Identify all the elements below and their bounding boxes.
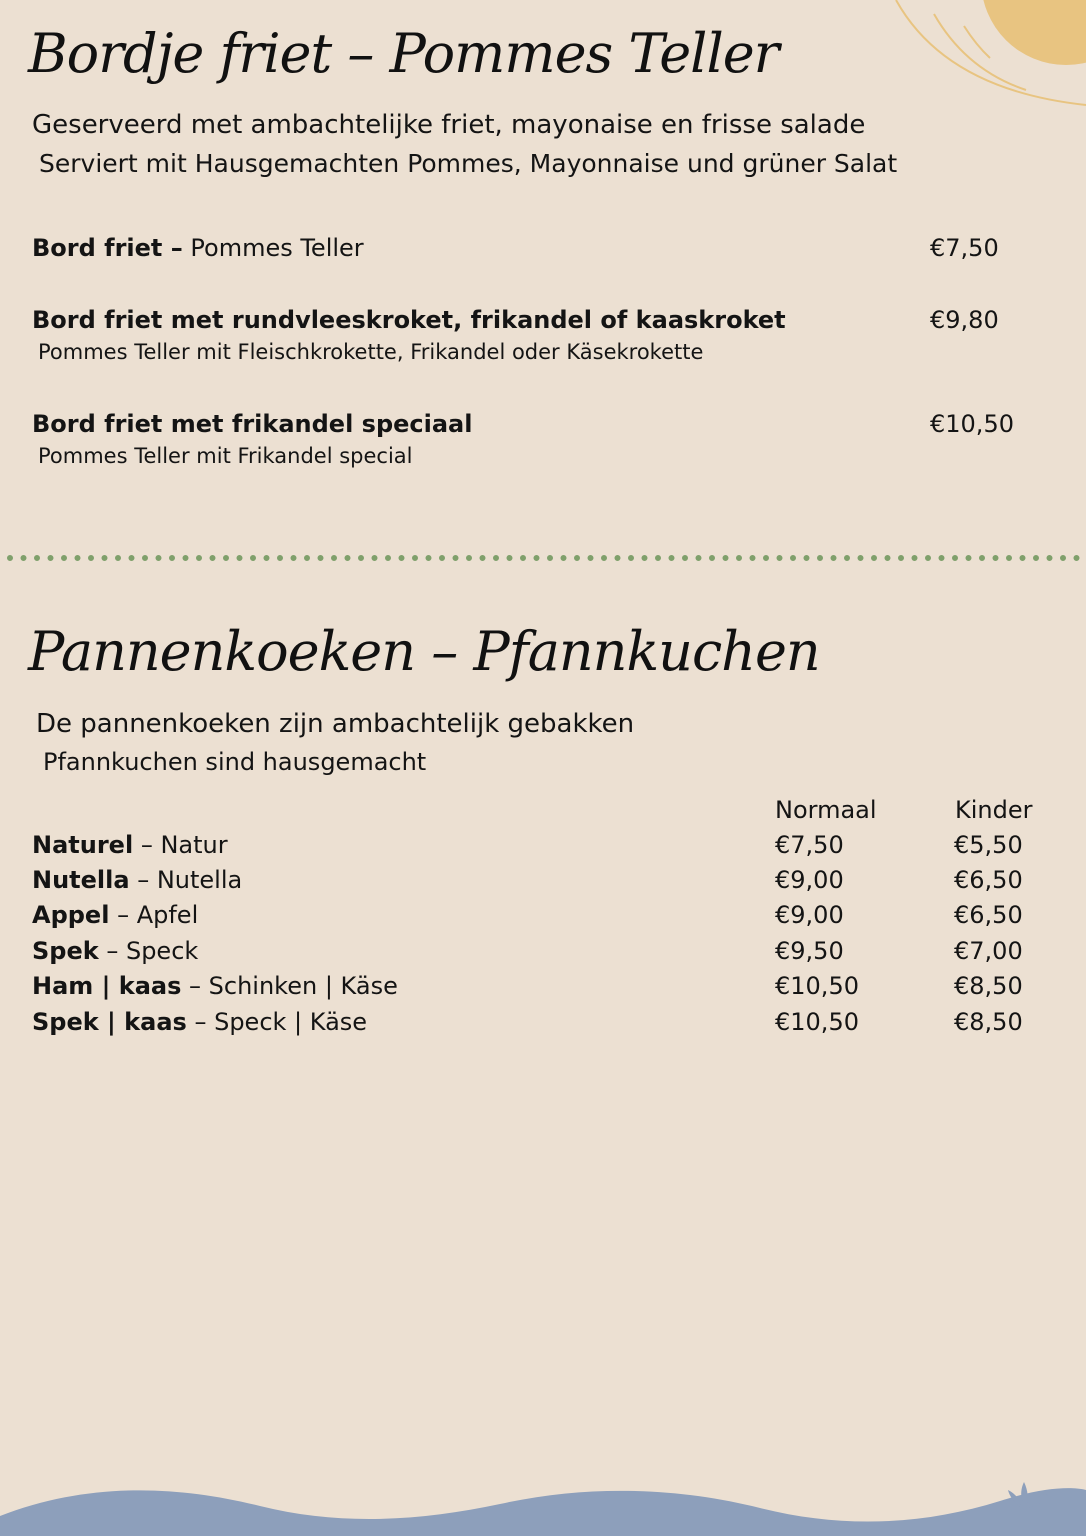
- pancake-price-normaal: €7,50: [775, 831, 844, 859]
- pancake-price-normaal: €10,50: [775, 1008, 859, 1036]
- pancake-name-rest: – Speck | Käse: [186, 1008, 368, 1036]
- pancake-price-kinder: €6,50: [954, 866, 1023, 894]
- splash-icon: [1006, 1478, 1050, 1512]
- pancake-name: [32, 901, 198, 929]
- pancake-name-bold: Nutella: [32, 866, 130, 894]
- pancake-price-kinder: €8,50: [954, 972, 1023, 1000]
- pancake-row: [32, 866, 1072, 900]
- pancake-name-rest: – Nutella: [129, 866, 243, 894]
- pancake-price-kinder: €8,50: [954, 1008, 1023, 1036]
- bottom-wave: [0, 1466, 1086, 1536]
- friet-item-3-name-bold: Bord friet met frikandel speciaal: [32, 410, 473, 438]
- pancake-name-rest: – Natur: [133, 831, 228, 859]
- friet-intro-de: Serviert mit Hausgemachten Pommes, Mayonnaise und grüner Salat: [39, 149, 898, 178]
- friet-item-1-price: €7,50: [930, 234, 999, 262]
- pancake-row: [32, 901, 1072, 935]
- pancake-name-rest: – Speck: [98, 937, 199, 965]
- pancake-name: [32, 831, 228, 859]
- pancake-name: [32, 866, 242, 894]
- pannenkoeken-section-title: Pannenkoeken – Pfannkuchen: [28, 620, 820, 683]
- pancake-name-bold: Ham | kaas: [32, 972, 182, 1000]
- pancake-name: [32, 937, 198, 965]
- pancake-name-bold: Naturel: [32, 831, 134, 859]
- pancake-price-kinder: €6,50: [954, 901, 1023, 929]
- friet-item-3-price: €10,50: [930, 410, 1014, 438]
- friet-item-3-name: [32, 410, 472, 438]
- friet-item-2-name-bold: Bord friet met rundvleeskroket, frikandel of kaaskroket: [32, 306, 786, 334]
- pancake-row: [32, 1008, 1072, 1042]
- friet-item-1-name: [32, 234, 364, 262]
- friet-section-title: Bordje friet – Pommes Teller: [28, 22, 779, 85]
- friet-item-1-name-bold: Bord friet –: [32, 234, 183, 262]
- column-header-kinder: Kinder: [955, 796, 1033, 824]
- pancake-name-bold: Spek | kaas: [32, 1008, 187, 1036]
- pancake-name: [32, 1008, 367, 1036]
- friet-item-1-name-rest: Pommes Teller: [182, 234, 364, 262]
- dotted-divider: [0, 548, 1086, 568]
- pannenkoeken-intro-de: Pfannkuchen sind hausgemacht: [43, 748, 427, 776]
- friet-intro-nl: Geserveerd met ambachtelijke friet, mayonaise en frisse salade: [32, 110, 866, 140]
- column-header-normaal: Normaal: [775, 796, 877, 824]
- pancake-row: [32, 831, 1072, 865]
- pancake-name-rest: – Schinken | Käse: [181, 972, 398, 1000]
- pancake-price-normaal: €9,50: [775, 937, 844, 965]
- pancake-row: [32, 937, 1072, 971]
- pancake-price-kinder: €7,00: [954, 937, 1023, 965]
- pancake-price-kinder: €5,50: [954, 831, 1023, 859]
- pancake-row: [32, 972, 1072, 1006]
- pannenkoeken-intro-nl: De pannenkoeken zijn ambachtelijk gebakken: [36, 709, 635, 739]
- sun-icon: [886, 0, 1086, 120]
- pancake-price-normaal: €9,00: [775, 901, 844, 929]
- friet-item-2-sub: Pommes Teller mit Fleischkrokette, Frikandel oder Käsekrokette: [38, 340, 704, 364]
- pancake-name-rest: – Apfel: [109, 901, 199, 929]
- friet-item-2-price: €9,80: [930, 306, 999, 334]
- pancake-price-normaal: €9,00: [775, 866, 844, 894]
- pancake-name: [32, 972, 398, 1000]
- friet-item-2-name: [32, 306, 786, 334]
- pancake-price-normaal: €10,50: [775, 972, 859, 1000]
- friet-item-3-sub: Pommes Teller mit Frikandel special: [38, 444, 413, 468]
- pancake-name-bold: Appel: [32, 901, 110, 929]
- pancake-name-bold: Spek: [32, 937, 99, 965]
